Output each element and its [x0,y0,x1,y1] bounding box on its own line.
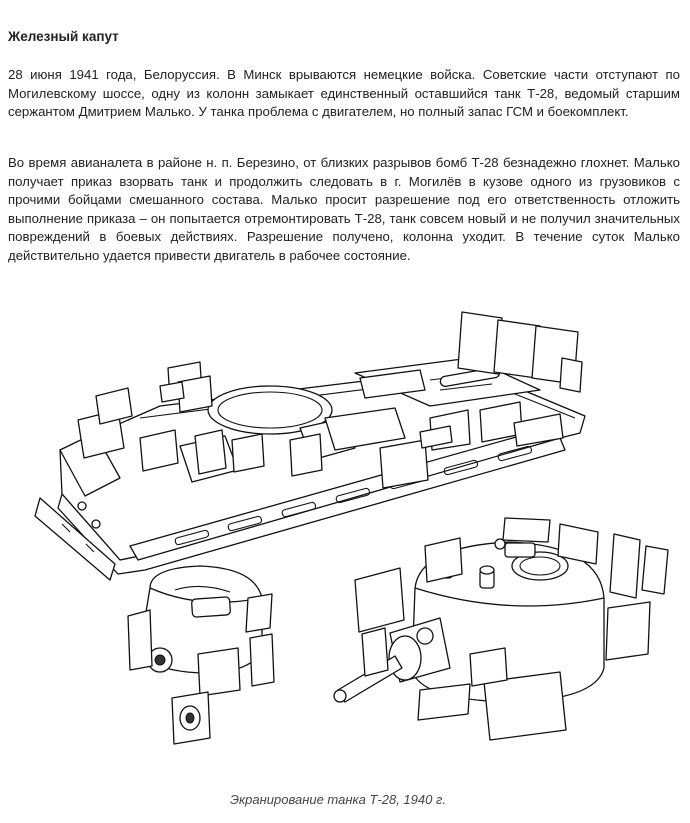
article-title: Железный капут [8,29,119,44]
main-turret [334,518,668,740]
tank-line-art [0,298,690,778]
figure-caption: Экранирование танка Т-28, 1940 г. [230,792,446,807]
machine-gun-turret [128,566,274,744]
tank-armor-drawing [0,298,690,778]
article-paragraph-1: 28 июня 1941 года, Белоруссия. В Минск врываются немецкие войска. Советские части отступают по Могилевскому шоссе, одну из колонн замыкает единственный оставшийся танк Т-28, ведомый старшим сержантом Дмитрием Малько. У танка проблема с двигателем, но полный запас ГСМ и боекомплект. [8,67,680,120]
article-paragraph-2: Во время авианалета в районе н. п. Березино, от близких разрывов бомб Т-28 безнадежно глохнет. Малько получает приказ взорвать танк и продолжить следовать в г. Могилёв в кузове одного из грузовиков с прочими бойцами смешанного состава. Малько просит разрешение под его ответственность отложить выполнение приказа – он попытается отремонтировать Т-28, танк совсем новый и не получил значительных повреждений в боевых действиях. Разрешение получено, колонна уходит. В течение суток Малько действительно удается привести двигатель в рабочее состояние. [8,155,680,263]
